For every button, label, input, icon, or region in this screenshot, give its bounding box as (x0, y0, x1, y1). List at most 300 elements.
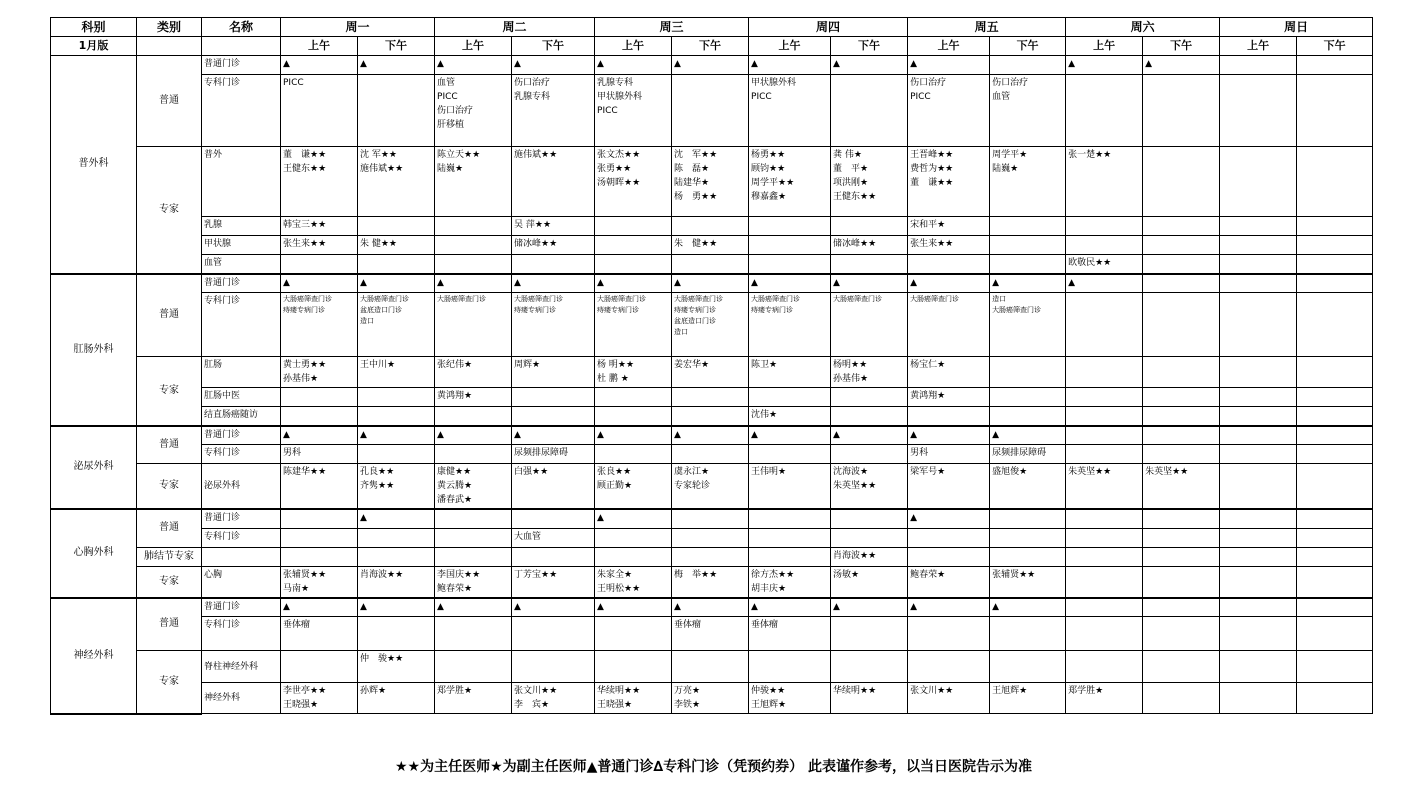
schedule-cell (1297, 357, 1373, 388)
schedule-cell: 沈伟★ (749, 407, 831, 426)
header-day: 周五 (908, 18, 1066, 37)
schedule-cell: ▲ (595, 598, 672, 617)
schedule-cell: 梅 举★★ (672, 566, 749, 598)
schedule-cell: 大肠癌筛查门诊 痔瘘专病门诊 (595, 293, 672, 357)
clinic-name: 普通门诊 (202, 598, 281, 617)
schedule-cell (1297, 75, 1373, 147)
clinic-name: 乳腺 (202, 217, 281, 236)
schedule-cell (595, 445, 672, 464)
table-row (51, 75, 1373, 147)
clinic-name: 普通门诊 (202, 509, 281, 528)
schedule-cell (358, 445, 435, 464)
schedule-cell (749, 509, 831, 528)
schedule-cell: 大肠癌筛查门诊 (831, 293, 908, 357)
clinic-name: 肛肠 (202, 357, 281, 388)
schedule-cell (595, 547, 672, 566)
schedule-cell (1297, 274, 1373, 293)
category-label: 专家 (137, 566, 202, 598)
schedule-cell (1220, 683, 1297, 714)
schedule-cell: 大肠癌筛查门诊 盆底造口门诊 造口 (358, 293, 435, 357)
schedule-cell (595, 407, 672, 426)
category-label: 普通 (137, 56, 202, 147)
schedule-cell (990, 357, 1066, 388)
schedule-cell (281, 547, 358, 566)
schedule-cell: 郑学胜★ (435, 683, 512, 714)
schedule-cell: 华续明★★ (831, 683, 908, 714)
header-empty (137, 37, 202, 56)
schedule-cell: 甲状腺外科 PICC (749, 75, 831, 147)
schedule-cell: ▲ (749, 598, 831, 617)
schedule-cell: 大肠癌筛查门诊 痔瘘专病门诊 (281, 293, 358, 357)
schedule-cell: 张辅贤★★ 马南★ (281, 566, 358, 598)
schedule-cell: 尿频排尿障碍 (990, 445, 1066, 464)
schedule-cell: ▲ (672, 56, 749, 75)
schedule-cell (1143, 547, 1220, 566)
header-day: 周六 (1066, 18, 1220, 37)
clinic-name: 肛肠中医 (202, 388, 281, 407)
schedule-cell (1066, 217, 1143, 236)
schedule-cell: ▲ (358, 426, 435, 445)
clinic-name: 脊柱神经外科 (202, 651, 281, 683)
schedule-cell: 华续明★★ 王晓强★ (595, 683, 672, 714)
schedule-cell (1143, 274, 1220, 293)
schedule-cell (358, 407, 435, 426)
category-label: 专家 (137, 464, 202, 510)
table-row (51, 217, 1373, 236)
schedule-cell (1143, 75, 1220, 147)
schedule-cell: ▲ (281, 274, 358, 293)
schedule-cell: 朱英坚★★ (1143, 464, 1220, 510)
schedule-cell (908, 651, 990, 683)
schedule-cell (831, 617, 908, 651)
schedule-cell (1143, 426, 1220, 445)
schedule-cell (1297, 464, 1373, 510)
schedule-cell: 张文杰★★ 张勇★★ 汤朝晖★★ (595, 147, 672, 217)
clinic-name: 血管 (202, 255, 281, 274)
schedule-cell: 仲骏★★ 王旭辉★ (749, 683, 831, 714)
schedule-cell (1297, 598, 1373, 617)
schedule-cell: 梁军号★ (908, 464, 990, 510)
schedule-cell: 大肠癌筛查门诊 痔瘘专病门诊 盆底造口门诊 造口 (672, 293, 749, 357)
clinic-name: 普通门诊 (202, 274, 281, 293)
schedule-cell: ▲ (435, 598, 512, 617)
schedule-cell (908, 255, 990, 274)
schedule-cell (1143, 683, 1220, 714)
schedule-cell: 张纪伟★ (435, 357, 512, 388)
schedule-cell: ▲ (435, 426, 512, 445)
schedule-cell (1220, 147, 1297, 217)
header-day: 周三 (595, 18, 749, 37)
schedule-cell: ▲ (512, 56, 595, 75)
schedule-cell: ▲ (831, 426, 908, 445)
header-day: 周四 (749, 18, 908, 37)
schedule-cell: 仲 骏★★ (358, 651, 435, 683)
schedule-cell: ▲ (358, 274, 435, 293)
clinic-schedule-table (50, 17, 1373, 715)
schedule-cell: 男科 (908, 445, 990, 464)
schedule-cell (595, 217, 672, 236)
schedule-cell (281, 509, 358, 528)
schedule-cell: 张文川★★ 李 宾★ (512, 683, 595, 714)
schedule-cell (1143, 566, 1220, 598)
schedule-cell (672, 445, 749, 464)
schedule-cell (595, 528, 672, 547)
schedule-cell (990, 388, 1066, 407)
header-am: 上午 (1220, 37, 1297, 56)
category-label: 普通 (137, 426, 202, 464)
table-row (51, 274, 1373, 293)
schedule-cell (831, 445, 908, 464)
schedule-cell (1297, 407, 1373, 426)
schedule-cell: 沈 军★★ 陈 磊★ 陆建华★ 杨 勇★★ (672, 147, 749, 217)
schedule-cell (1297, 683, 1373, 714)
schedule-cell (595, 236, 672, 255)
schedule-cell: 孔良★★ 齐隽★★ (358, 464, 435, 510)
schedule-cell (512, 407, 595, 426)
schedule-cell: 王旭辉★ (990, 683, 1066, 714)
schedule-cell: ▲ (281, 56, 358, 75)
table-row (51, 683, 1373, 714)
schedule-cell (831, 407, 908, 426)
schedule-cell (1143, 528, 1220, 547)
schedule-cell (1143, 147, 1220, 217)
schedule-cell (1066, 547, 1143, 566)
legend-note: ★★为主任医师★为副主任医师▲普通门诊∆专科门诊（凭预约券） 此表谨作参考，以当日医院告示为准 (394, 759, 1033, 775)
table-row (51, 547, 1373, 566)
schedule-cell: 大肠癌筛查门诊 (908, 293, 990, 357)
header-day: 周一 (281, 18, 435, 37)
schedule-cell: 血管 PICC 伤口治疗 肝移植 (435, 75, 512, 147)
schedule-cell: 万亮★ 李铁★ (672, 683, 749, 714)
schedule-cell: 丁芳宝★★ (512, 566, 595, 598)
schedule-cell: 储冰峰★★ (831, 236, 908, 255)
schedule-cell (595, 617, 672, 651)
table-row (51, 598, 1373, 617)
header-category: 类别 (137, 18, 202, 37)
schedule-cell (1220, 445, 1297, 464)
schedule-cell (1297, 255, 1373, 274)
schedule-cell: ▲ (512, 598, 595, 617)
schedule-cell (358, 617, 435, 651)
schedule-cell (1297, 617, 1373, 651)
schedule-cell (435, 236, 512, 255)
schedule-cell: 杨 明★★ 杜 鹏 ★ (595, 357, 672, 388)
header-am: 上午 (281, 37, 358, 56)
schedule-cell: ▲ (512, 426, 595, 445)
schedule-cell (595, 388, 672, 407)
category-label: 专家 (137, 357, 202, 426)
schedule-cell: 朱 健★★ (358, 236, 435, 255)
schedule-cell (672, 255, 749, 274)
schedule-cell (749, 255, 831, 274)
clinic-name: 结直肠癌随访 (202, 407, 281, 426)
schedule-cell (1066, 236, 1143, 255)
schedule-cell: 王中川★ (358, 357, 435, 388)
header-dept: 科别 (51, 18, 137, 37)
schedule-cell (1066, 407, 1143, 426)
schedule-cell: 伤口治疗 PICC (908, 75, 990, 147)
table-row (51, 509, 1373, 528)
clinic-name: 甲状腺 (202, 236, 281, 255)
schedule-cell (1297, 509, 1373, 528)
schedule-cell: 张生来★★ (281, 236, 358, 255)
schedule-cell: 周学平★ 陆巍★ (990, 147, 1066, 217)
schedule-cell: 张辅贤★★ (990, 566, 1066, 598)
schedule-cell (749, 528, 831, 547)
schedule-cell (1143, 236, 1220, 255)
schedule-cell: ▲ (358, 56, 435, 75)
table-row (51, 528, 1373, 547)
schedule-cell (281, 528, 358, 547)
header-empty (202, 37, 281, 56)
schedule-cell (595, 651, 672, 683)
schedule-cell: ▲ (908, 598, 990, 617)
schedule-cell: 储冰峰★★ (512, 236, 595, 255)
schedule-cell: 杨勇★★ 顾钧★★ 周学平★★ 穆嘉鑫★ (749, 147, 831, 217)
schedule-cell: ▲ (672, 598, 749, 617)
clinic-name: 泌尿外科 (202, 464, 281, 510)
schedule-cell: ▲ (595, 274, 672, 293)
schedule-cell (1297, 56, 1373, 75)
schedule-cell: 李世亭★★ 王晓强★ (281, 683, 358, 714)
schedule-cell: ▲ (281, 598, 358, 617)
schedule-cell (672, 547, 749, 566)
schedule-cell (1220, 274, 1297, 293)
schedule-cell (358, 255, 435, 274)
schedule-cell (831, 509, 908, 528)
table-row (51, 464, 1373, 510)
category-label: 普通 (137, 274, 202, 357)
schedule-cell (990, 56, 1066, 75)
schedule-cell (435, 217, 512, 236)
clinic-name: 专科门诊 (202, 293, 281, 357)
schedule-cell: 尿频排尿障碍 (512, 445, 595, 464)
schedule-cell (1143, 357, 1220, 388)
header-pm: 下午 (831, 37, 908, 56)
header-pm: 下午 (672, 37, 749, 56)
clinic-name: 专科门诊 (202, 445, 281, 464)
schedule-cell: 周辉★ (512, 357, 595, 388)
schedule-cell (1143, 598, 1220, 617)
schedule-cell: ▲ (595, 56, 672, 75)
schedule-cell (672, 509, 749, 528)
schedule-cell: 施伟斌★★ (512, 147, 595, 217)
header-day: 周二 (435, 18, 595, 37)
clinic-name: 普外 (202, 147, 281, 217)
schedule-cell: 造口 大肠癌筛查门诊 (990, 293, 1066, 357)
schedule-cell: 大肠癌筛查门诊 (435, 293, 512, 357)
table-row (51, 236, 1373, 255)
schedule-cell (1066, 388, 1143, 407)
category-label: 专家 (137, 147, 202, 274)
schedule-cell (831, 75, 908, 147)
schedule-cell (1220, 56, 1297, 75)
schedule-cell: 吴 萍★★ (512, 217, 595, 236)
clinic-name: 专科门诊 (202, 617, 281, 651)
schedule-cell (512, 617, 595, 651)
category-label: 专家 (137, 651, 202, 714)
table-row (51, 388, 1373, 407)
header-pm: 下午 (358, 37, 435, 56)
schedule-cell (672, 528, 749, 547)
schedule-cell (1143, 651, 1220, 683)
schedule-cell: 大肠癌筛查门诊 痔瘘专病门诊 (512, 293, 595, 357)
header-pm: 下午 (1297, 37, 1373, 56)
schedule-cell (831, 528, 908, 547)
schedule-cell: 宋和平★ (908, 217, 990, 236)
schedule-cell (1220, 217, 1297, 236)
schedule-cell: 朱英坚★★ (1066, 464, 1143, 510)
schedule-cell: ▲ (908, 274, 990, 293)
schedule-cell (990, 236, 1066, 255)
department-label: 神经外科 (51, 598, 137, 714)
schedule-cell (1220, 255, 1297, 274)
schedule-cell: 垂体瘤 (281, 617, 358, 651)
schedule-cell (1066, 566, 1143, 598)
schedule-cell: 肖海波★★ (831, 547, 908, 566)
header-am: 上午 (1066, 37, 1143, 56)
category-label: 肺结节专家 (137, 547, 202, 566)
schedule-cell (1220, 598, 1297, 617)
schedule-cell (1220, 566, 1297, 598)
schedule-cell (435, 547, 512, 566)
schedule-cell (990, 509, 1066, 528)
schedule-cell: ▲ (435, 56, 512, 75)
schedule-cell: 郑学胜★ (1066, 683, 1143, 714)
table-row (51, 56, 1373, 75)
schedule-cell (908, 528, 990, 547)
schedule-cell (281, 255, 358, 274)
schedule-cell (990, 217, 1066, 236)
schedule-cell (1143, 217, 1220, 236)
schedule-cell (1220, 651, 1297, 683)
schedule-cell (990, 407, 1066, 426)
schedule-cell (435, 651, 512, 683)
schedule-cell (990, 651, 1066, 683)
clinic-name: 普通门诊 (202, 56, 281, 75)
schedule-cell: 汤敏★ (831, 566, 908, 598)
schedule-cell: 陈建华★★ (281, 464, 358, 510)
table-row (51, 445, 1373, 464)
schedule-cell: ▲ (908, 509, 990, 528)
department-label: 肛肠外科 (51, 274, 137, 426)
schedule-cell (672, 651, 749, 683)
schedule-cell: 朱家全★ 王明松★★ (595, 566, 672, 598)
schedule-cell (1066, 509, 1143, 528)
schedule-cell: ▲ (1066, 56, 1143, 75)
schedule-cell: 韩宝三★★ (281, 217, 358, 236)
schedule-cell (672, 407, 749, 426)
schedule-cell: 王伟明★ (749, 464, 831, 510)
schedule-body (51, 56, 1373, 714)
schedule-cell: ▲ (831, 274, 908, 293)
schedule-cell: 董 谦★★ 王健东★★ (281, 147, 358, 217)
schedule-cell: ▲ (512, 274, 595, 293)
table-row (51, 293, 1373, 357)
schedule-cell (1066, 651, 1143, 683)
department-label: 泌尿外科 (51, 426, 137, 510)
schedule-cell (1066, 426, 1143, 445)
schedule-cell (281, 388, 358, 407)
schedule-cell: ▲ (672, 426, 749, 445)
schedule-cell (512, 255, 595, 274)
table-row (51, 147, 1373, 217)
schedule-cell: 肖海波★★ (358, 566, 435, 598)
schedule-cell: ▲ (749, 56, 831, 75)
schedule-cell: 垂体瘤 (749, 617, 831, 651)
clinic-name (202, 547, 281, 566)
schedule-cell: ▲ (672, 274, 749, 293)
schedule-cell: ▲ (595, 426, 672, 445)
schedule-cell: 李国庆★★ 鲍春荣★ (435, 566, 512, 598)
schedule-cell (1220, 75, 1297, 147)
schedule-cell (1297, 528, 1373, 547)
schedule-cell (435, 407, 512, 426)
schedule-cell: 虞永江★ 专家轮诊 (672, 464, 749, 510)
schedule-cell: ▲ (435, 274, 512, 293)
schedule-cell (1297, 445, 1373, 464)
clinic-name: 心胸 (202, 566, 281, 598)
schedule-cell (908, 617, 990, 651)
schedule-cell (595, 255, 672, 274)
schedule-cell (1066, 445, 1143, 464)
header-day: 周日 (1220, 18, 1373, 37)
schedule-cell: ▲ (358, 598, 435, 617)
table-row (51, 255, 1373, 274)
schedule-cell (435, 509, 512, 528)
schedule-cell (358, 217, 435, 236)
schedule-cell: 杨明★★ 孙基伟★ (831, 357, 908, 388)
schedule-cell (990, 528, 1066, 547)
schedule-cell: 鲍春荣★ (908, 566, 990, 598)
header-am: 上午 (908, 37, 990, 56)
department-label: 心胸外科 (51, 509, 137, 598)
clinic-name: 神经外科 (202, 683, 281, 714)
schedule-cell (358, 75, 435, 147)
schedule-cell: 张良★★ 顾正勤★ (595, 464, 672, 510)
schedule-cell (1066, 293, 1143, 357)
schedule-cell (1220, 293, 1297, 357)
schedule-cell (1143, 407, 1220, 426)
schedule-cell (435, 617, 512, 651)
schedule-cell: ▲ (1143, 56, 1220, 75)
schedule-cell (1066, 617, 1143, 651)
schedule-cell (1220, 464, 1297, 510)
schedule-cell (749, 445, 831, 464)
schedule-cell: 康健★★ 黄云腾★ 潘春武★ (435, 464, 512, 510)
schedule-cell (1220, 547, 1297, 566)
schedule-cell (1297, 236, 1373, 255)
schedule-cell (831, 651, 908, 683)
schedule-cell (1297, 566, 1373, 598)
schedule-cell: 沈 军★★ 施伟斌★★ (358, 147, 435, 217)
schedule-cell (358, 528, 435, 547)
table-row (51, 357, 1373, 388)
schedule-cell (1220, 388, 1297, 407)
schedule-cell (1220, 407, 1297, 426)
table-row (51, 617, 1373, 651)
schedule-cell (1066, 75, 1143, 147)
header-pm: 下午 (990, 37, 1066, 56)
header-am: 上午 (749, 37, 831, 56)
schedule-cell (1143, 293, 1220, 357)
schedule-cell (1297, 293, 1373, 357)
schedule-cell: 白强★★ (512, 464, 595, 510)
category-label: 普通 (137, 509, 202, 547)
header-pm: 下午 (512, 37, 595, 56)
schedule-cell: 沈海波★ 朱英坚★★ (831, 464, 908, 510)
schedule-cell: 大肠癌筛查门诊 痔瘘专病门诊 (749, 293, 831, 357)
